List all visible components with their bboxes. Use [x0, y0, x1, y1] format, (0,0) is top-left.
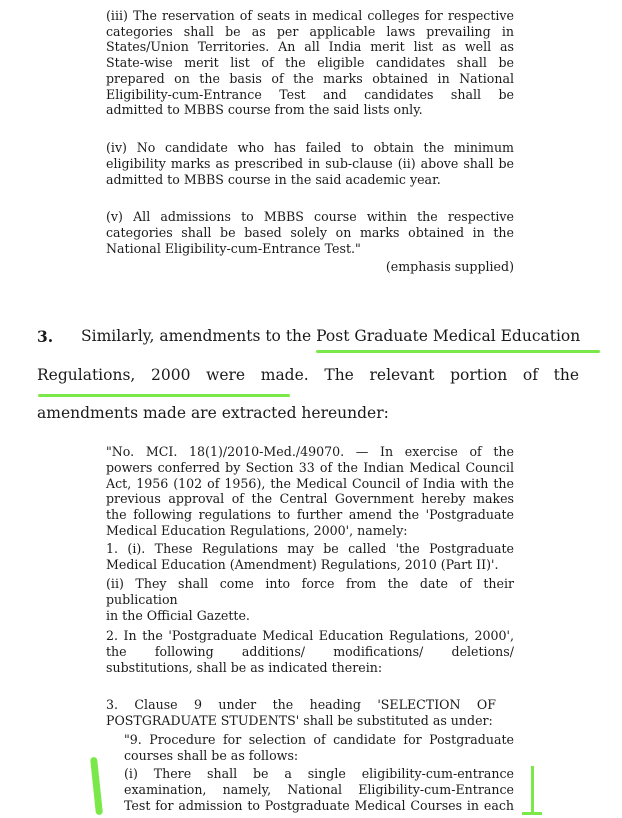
- text-line: (v) All admissions to MBBS course within the respective: [106, 209, 514, 224]
- main-line-2: Regulations, 2000 were made. The relevant portion of the: [37, 366, 579, 384]
- text-line: substitutions, shall be as indicated therein:: [106, 660, 383, 675]
- text-line: the following additions/ modifications/ deletions/: [106, 644, 514, 659]
- text-line: State-wise merit list of the eligible candidates shall be: [106, 55, 514, 71]
- main-line-1: Similarly, amendments to the Post Graduate Medical Education: [81, 327, 581, 345]
- text-line: admitted to MBBS course from the said lists only.: [106, 102, 423, 118]
- text-line: "No. MCI. 18(1)/2010-Med./49070. — In exercise of the: [106, 444, 514, 459]
- text-line: powers conferred by Section 33 of the Indian Medical Council: [106, 459, 514, 475]
- text-line: Medical Education Regulations, 2000', namely:: [106, 522, 408, 538]
- quote-para-iii: [106, 8, 514, 118]
- text-line: 3. Clause 9 under the heading 'SELECTION OF: [106, 697, 496, 712]
- text-line: previous approval of the Central Government hereby makes: [106, 491, 514, 507]
- text-line: in the Official Gazette.: [106, 608, 250, 623]
- text-line: examination, namely, National Eligibility-cum-Entrance: [124, 782, 514, 797]
- text-line: "9. Procedure for selection of candidate for Postgraduate: [124, 732, 514, 747]
- item-1-i: [106, 541, 514, 573]
- emphasis-note: (emphasis supplied): [385, 259, 514, 274]
- margin-mark-right-base: [522, 812, 542, 815]
- quote-para-v: [106, 209, 514, 257]
- text-line: admitted to MBBS course in the said academic year.: [106, 172, 441, 187]
- para-number: 3.: [37, 327, 54, 346]
- item-3-i: [124, 766, 514, 814]
- text-line: (iv) No candidate who has failed to obtain the minimum: [106, 140, 514, 155]
- text-line: POSTGRADUATE STUDENTS' shall be substituted as under:: [106, 713, 493, 728]
- text-line: Test for admission to Postgraduate Medical Courses in each: [124, 798, 514, 813]
- text-line: States/Union Territories. An all India merit list as well as: [106, 39, 514, 55]
- text-line: categories shall be based solely on marks obtained in the: [106, 225, 514, 240]
- text-line: 1. (i). These Regulations may be called 'the Postgraduate: [106, 541, 514, 556]
- text-line: (i) There shall be a single eligibility-cum-entrance: [124, 766, 514, 781]
- text-line: Eligibility-cum-Entrance Test and candidates shall be: [106, 86, 514, 102]
- text-line: National Eligibility-cum-Entrance Test.": [106, 241, 361, 256]
- text-line: Medical Education (Amendment) Regulations, 2010 (Part II)'.: [106, 557, 499, 572]
- quote-para-iv: [106, 140, 514, 188]
- highlight-underline: [38, 394, 290, 397]
- item-3-procedure: [124, 732, 514, 764]
- text-line: Act, 1956 (102 of 1956), the Medical Council of India with the: [106, 475, 514, 491]
- margin-mark-left: [90, 757, 103, 815]
- text-line: courses shall be as follows:: [124, 748, 299, 763]
- text-line: eligibility marks as prescribed in sub-clause (ii) above shall be: [106, 156, 514, 171]
- item-3: [106, 697, 496, 729]
- highlight-underline: [316, 350, 600, 353]
- notification-text: [106, 444, 514, 539]
- item-2: [106, 628, 514, 676]
- margin-mark-right: [531, 766, 534, 814]
- main-line-3: amendments made are extracted hereunder:: [37, 404, 389, 422]
- item-1-ii: [106, 576, 514, 624]
- text-line: (ii) They shall come into force from the date of their publication: [106, 576, 514, 607]
- text-line: prepared on the basis of the marks obtained in National: [106, 70, 514, 86]
- text-line: (iii) The reservation of seats in medical colleges for respective: [106, 8, 514, 23]
- text-line: the following regulations to further amend the 'Postgraduate: [106, 507, 514, 523]
- text-line: categories shall be as per applicable laws prevailing in: [106, 23, 514, 39]
- text-line: 2. In the 'Postgraduate Medical Education Regulations, 2000',: [106, 628, 514, 643]
